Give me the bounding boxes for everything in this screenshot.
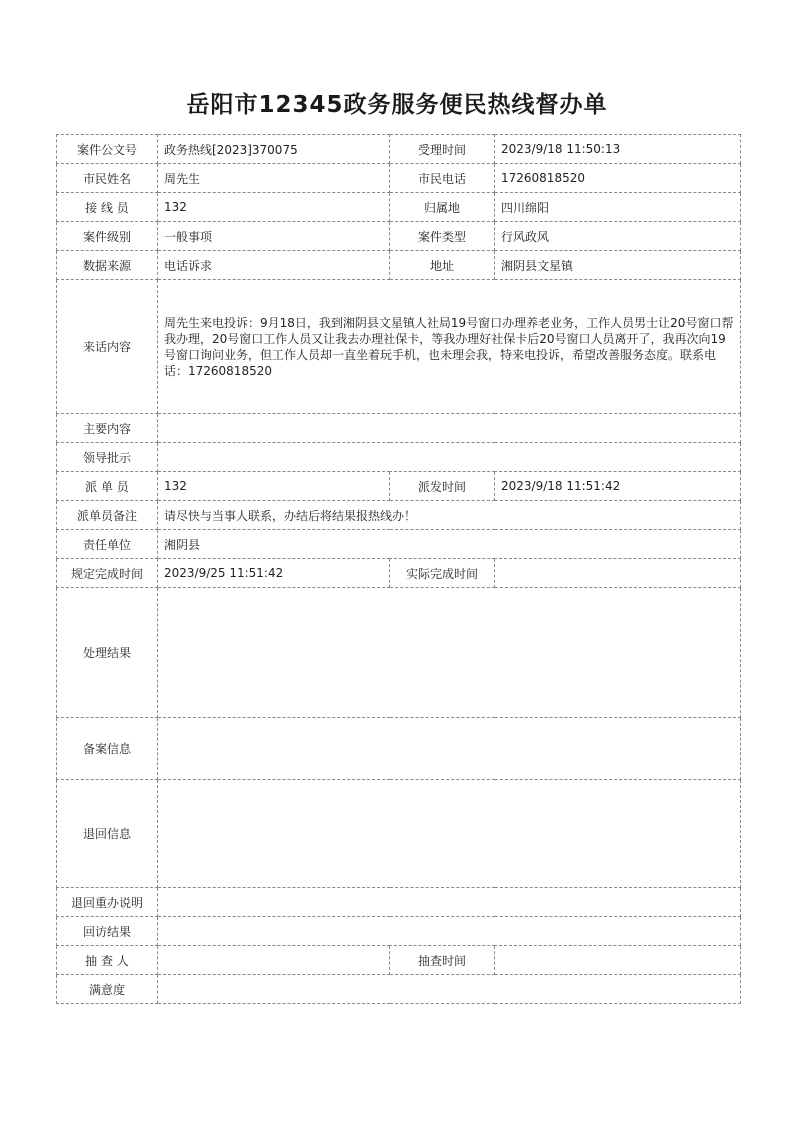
- check-time-label: 抽查时间: [390, 946, 495, 975]
- row-source: [57, 251, 741, 280]
- case-doc-no-label: 案件公文号: [57, 135, 158, 164]
- citizen-phone-label: 市民电话: [390, 164, 495, 193]
- main-content-label: 主要内容: [57, 414, 158, 443]
- row-record: [57, 718, 741, 780]
- address-label: 地址: [390, 251, 495, 280]
- row-dispatch-note: [57, 501, 741, 530]
- row-dispatcher: [57, 472, 741, 501]
- result-value: [158, 588, 741, 718]
- return-redo-value: [158, 888, 741, 917]
- resp-unit-value: 湘阴县: [158, 530, 741, 559]
- accept-time-label: 受理时间: [390, 135, 495, 164]
- dispatcher-value: 132: [158, 472, 390, 501]
- citizen-phone-value: 17260818520: [495, 164, 741, 193]
- dispatch-note-label: 派单员备注: [57, 501, 158, 530]
- case-level-value: 一般事项: [158, 222, 390, 251]
- main-content-value: [158, 414, 741, 443]
- row-operator: [57, 193, 741, 222]
- satisfaction-label: 满意度: [57, 975, 158, 1004]
- supervision-form-table: [56, 134, 741, 1004]
- satisfaction-value: [158, 975, 741, 1004]
- deadline-value: 2023/9/25 11:51:42: [158, 559, 390, 588]
- case-level-label: 案件级别: [57, 222, 158, 251]
- revisit-value: [158, 917, 741, 946]
- origin-value: 四川绵阳: [495, 193, 741, 222]
- case-type-value: 行风政风: [495, 222, 741, 251]
- row-case-doc-no: [57, 135, 741, 164]
- content-label: 来话内容: [57, 280, 158, 414]
- actual-time-label: 实际完成时间: [390, 559, 495, 588]
- row-return-redo: [57, 888, 741, 917]
- result-label: 处理结果: [57, 588, 158, 718]
- operator-label: 接 线 员: [57, 193, 158, 222]
- row-result: [57, 588, 741, 718]
- row-content: [57, 280, 741, 414]
- return-label: 退回信息: [57, 780, 158, 888]
- row-deadline: [57, 559, 741, 588]
- row-main-content: [57, 414, 741, 443]
- checker-value: [158, 946, 390, 975]
- actual-time-value: [495, 559, 741, 588]
- source-value: 电话诉求: [158, 251, 390, 280]
- citizen-name-label: 市民姓名: [57, 164, 158, 193]
- revisit-label: 回访结果: [57, 917, 158, 946]
- return-redo-label: 退回重办说明: [57, 888, 158, 917]
- deadline-label: 规定完成时间: [57, 559, 158, 588]
- citizen-name-value: 周先生: [158, 164, 390, 193]
- origin-label: 归属地: [390, 193, 495, 222]
- case-type-label: 案件类型: [390, 222, 495, 251]
- record-value: [158, 718, 741, 780]
- dispatch-time-label: 派发时间: [390, 472, 495, 501]
- address-value: 湘阴县文星镇: [495, 251, 741, 280]
- checker-label: 抽 查 人: [57, 946, 158, 975]
- row-case-level: [57, 222, 741, 251]
- leader-value: [158, 443, 741, 472]
- row-citizen: [57, 164, 741, 193]
- row-checker: [57, 946, 741, 975]
- dispatch-time-value: 2023/9/18 11:51:42: [495, 472, 741, 501]
- row-return: [57, 780, 741, 888]
- row-revisit: [57, 917, 741, 946]
- resp-unit-label: 责任单位: [57, 530, 158, 559]
- leader-label: 领导批示: [57, 443, 158, 472]
- row-resp-unit: [57, 530, 741, 559]
- dispatcher-label: 派 单 员: [57, 472, 158, 501]
- page-title: 岳阳市12345政务服务便民热线督办单: [186, 92, 608, 118]
- operator-value: 132: [158, 193, 390, 222]
- return-value: [158, 780, 741, 888]
- source-label: 数据来源: [57, 251, 158, 280]
- accept-time-value: 2023/9/18 11:50:13: [495, 135, 741, 164]
- dispatch-note-value: 请尽快与当事人联系，办结后将结果报热线办！: [158, 501, 741, 530]
- record-label: 备案信息: [57, 718, 158, 780]
- row-leader: [57, 443, 741, 472]
- content-value: 周先生来电投诉：9月18日，我到湘阴县文星镇人社局19号窗口办理养老业务，工作人员男士让20号窗口帮我办理，20号窗口工作人员又让我去办理社保卡，等我办理好社保卡后20号窗口人员离开了，我再次向19号窗口询问业务，但工作人员却一直坐着玩手机，也未理会我，特来电投诉，希望改善服务态度。联系电话：17260818520: [158, 280, 741, 414]
- case-doc-no-value: 政务热线[2023]370075: [158, 135, 390, 164]
- check-time-value: [495, 946, 741, 975]
- row-satisfaction: [57, 975, 741, 1004]
